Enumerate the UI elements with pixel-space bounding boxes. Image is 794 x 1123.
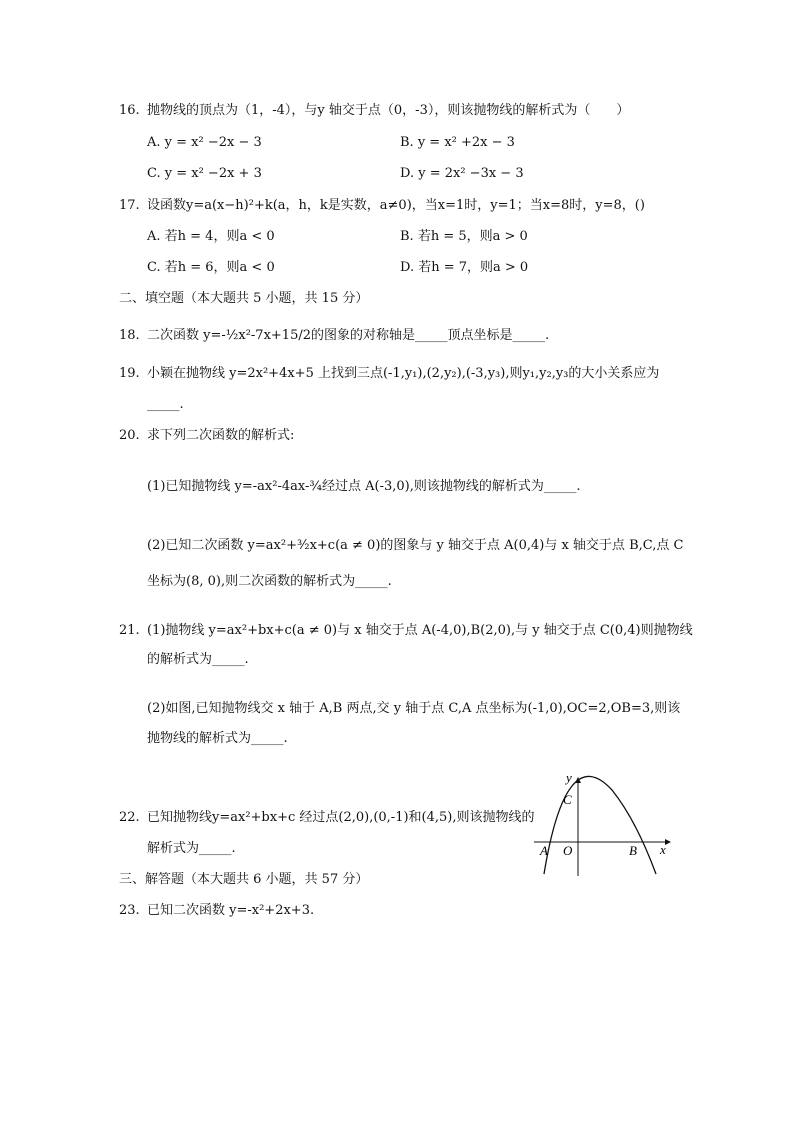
question-stem: 设函数y=a(x−h)²+k(a，h，k是实数，a≠0)，当x=1时，y=1；当x=8时，y=8，() <box>147 198 645 213</box>
question-part-1-cont: 的解析式为_____. <box>147 652 249 667</box>
section-heading-answer: 三、解答题（本大题共 6 小题，共 57 分） <box>119 872 369 887</box>
question-stem: 小颖在抛物线 y=2x²+4x+5 上找到三点(-1,y₁),(2,y₂),(-3,y₃),则y₁,y₂,y₃的大小关系应为 <box>147 366 660 381</box>
question-number: 21. <box>119 623 140 638</box>
question-part-2: (2)如图,已知抛物线交 x 轴于 A,B 两点,交 y 轴于点 C,A 点坐标为(-1,0),OC=2,OB=3,则该 <box>147 701 681 716</box>
x-axis-label: x <box>660 842 666 857</box>
point-a-label: A <box>540 843 548 858</box>
question-part-2-cont: 坐标为(8, 0),则二次函数的解析式为_____. <box>147 574 392 589</box>
question-16 <box>119 102 629 120</box>
question-number: 19. <box>119 366 140 381</box>
question-number: 16. <box>119 103 140 118</box>
question-part-1: (1)抛物线 y=ax²+bx+c(a ≠ 0)与 x 轴交于点 A(-4,0),B(2,0),与 y 轴交于点 C(0,4)则抛物线 <box>147 623 693 638</box>
question-20 <box>119 427 294 445</box>
question-part-1: (1)已知抛物线 y=-ax²-4ax-¾经过点 A(-3,0),则该抛物线的解析式为_____. <box>147 479 581 494</box>
section-heading-fill-in: 二、填空题（本大题共 5 小题，共 15 分） <box>119 291 369 306</box>
option-d: D. 若h = 7，则a > 0 <box>400 260 529 275</box>
option-a: A. 若h = 4，则a < 0 <box>147 229 275 244</box>
question-number: 22. <box>119 810 140 825</box>
option-c: C. 若h = 6，则a < 0 <box>147 260 275 275</box>
question-23 <box>119 902 314 920</box>
option-d: D. y = 2x² −3x − 3 <box>400 166 524 181</box>
point-c-label: C <box>563 792 572 807</box>
option-c: C. y = x² −2x + 3 <box>147 166 262 181</box>
option-a: A. y = x² −2x − 3 <box>147 135 262 150</box>
parabola-curve <box>544 776 656 874</box>
parabola-figure <box>530 768 680 878</box>
question-stem: 抛物线的顶点为（1，-4），与y 轴交于点（0，-3），则该抛物线的解析式为（ ） <box>147 103 630 118</box>
question-part-2: (2)已知二次函数 y=ax²+³⁄₂x+c(a ≠ 0)的图象与 y 轴交于点 A(0,4)与 x 轴交于点 B,C,点 C <box>147 538 684 553</box>
question-stem: 已知抛物线y=ax²+bx+c 经过点(2,0),(0,-1)和(4,5),则该抛物线的 <box>147 810 535 825</box>
answer-blank: _____. <box>147 397 184 412</box>
origin-label: O <box>563 843 573 858</box>
question-21 <box>119 622 693 640</box>
option-b: B. y = x² +2x − 3 <box>400 135 515 150</box>
question-number: 17. <box>119 198 140 213</box>
question-number: 23. <box>119 903 140 918</box>
question-stem: 二次函数 y=-½x²-7x+15/2的图象的对称轴是_____顶点坐标是_____. <box>147 328 550 343</box>
question-number: 20. <box>119 428 140 443</box>
answer-blank: 解析式为_____. <box>147 841 236 856</box>
option-b: B. 若h = 5，则a > 0 <box>400 229 528 244</box>
y-axis-label: y <box>566 770 572 785</box>
question-stem: 已知二次函数 y=-x²+2x+3. <box>147 903 315 918</box>
question-22 <box>119 809 535 827</box>
question-19 <box>119 365 659 383</box>
point-b-label: B <box>629 843 637 858</box>
question-18 <box>119 327 549 345</box>
question-stem: 求下列二次函数的解析式: <box>147 428 295 443</box>
question-number: 18. <box>119 328 140 343</box>
question-17 <box>119 197 645 215</box>
question-part-2-cont: 抛物线的解析式为_____. <box>147 731 288 746</box>
